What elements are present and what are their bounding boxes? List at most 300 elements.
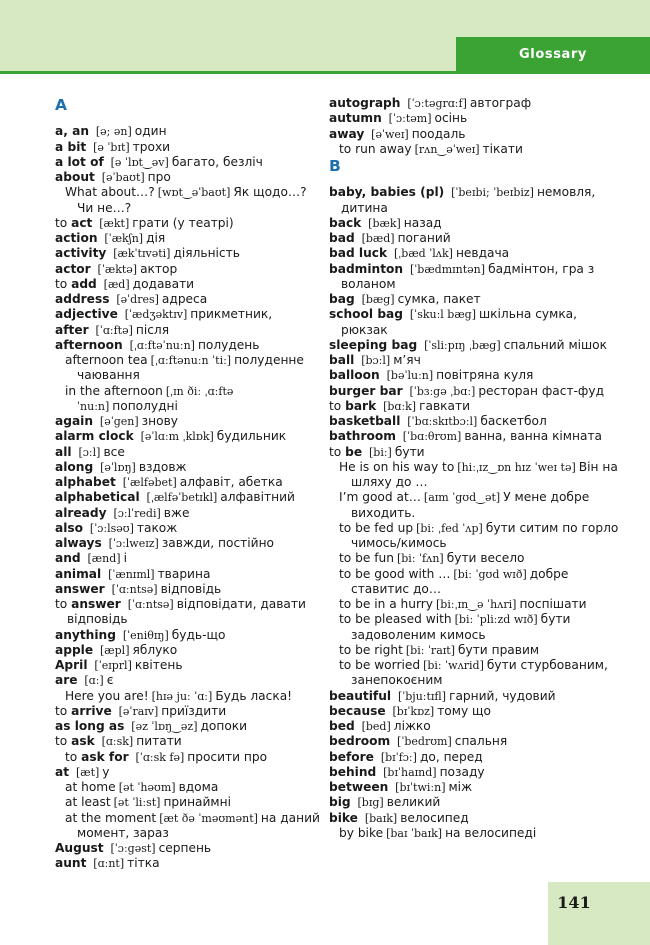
transcription: [əˈlɒŋ] xyxy=(100,460,136,474)
glossary-entry xyxy=(55,643,325,658)
transcription: [ˌɪn ðiː ˌɑːftəˈnuːn] xyxy=(77,384,234,413)
transcription: [ˌbæd ˈlʌk] xyxy=(393,247,453,261)
translation: все xyxy=(103,444,125,459)
transcription: [əˈraɪv] xyxy=(118,704,159,718)
translation: поспішати xyxy=(519,597,587,611)
transcription: [ˈbɜːgə ˌbɑː] xyxy=(409,384,476,398)
translation: адреса xyxy=(161,292,208,306)
glossary-entry xyxy=(55,841,325,856)
glossary-entry xyxy=(329,795,625,810)
translation: великий xyxy=(386,795,441,810)
headword: bedroom xyxy=(329,734,391,749)
transcription: [ə ˈbɪt] xyxy=(93,140,130,154)
glossary-entry xyxy=(329,353,625,368)
translation: ресторан фаст-фуд xyxy=(478,383,604,398)
headword: a, an xyxy=(55,124,89,139)
glossary-entry xyxy=(329,734,625,749)
transcription: [biː ˈfʌn] xyxy=(396,552,444,566)
translation: тому що xyxy=(437,703,491,718)
glossary-entry xyxy=(329,368,625,383)
glossary-entry xyxy=(55,384,325,415)
transcription: [ˈbjuːtɪfl] xyxy=(397,689,447,703)
entry-prefix: to be fed up xyxy=(339,520,414,535)
entry-prefix: to be right xyxy=(339,642,403,657)
glossary-entry xyxy=(329,307,625,338)
headword: bathroom xyxy=(329,429,396,444)
transcription: [ˈænɪml] xyxy=(108,567,155,581)
transcription: [əˈbaʊt] xyxy=(101,171,145,184)
headword: ball xyxy=(329,353,355,367)
glossary-entry xyxy=(329,765,625,780)
transcription: [ˈbeɪbi; ˈbeɪbiz] xyxy=(451,186,534,200)
entry-prefix: He is on his way to xyxy=(339,459,455,474)
transcription: [ˈɔːgəst] xyxy=(110,842,156,855)
headword: big xyxy=(329,795,351,810)
translation: у xyxy=(102,764,110,779)
glossary-entry xyxy=(55,277,325,292)
glossary-entry xyxy=(55,856,325,871)
transcription: [æt] xyxy=(75,765,100,779)
headword: be xyxy=(345,444,363,459)
translation: бадмінтон, гра з воланом xyxy=(341,261,595,291)
glossary-entry xyxy=(329,719,625,734)
glossary-entry xyxy=(55,795,325,810)
transcription: [ˈɔːtəgrɑːf] xyxy=(407,97,467,110)
translation: дія xyxy=(146,231,166,245)
headword: bark xyxy=(345,398,377,413)
transcription: [əˈgen] xyxy=(99,415,139,428)
headword: and xyxy=(55,551,81,566)
transcription: [ˌɑːftəˈnuːn] xyxy=(129,338,195,352)
glossary-entry xyxy=(55,490,325,505)
translation: також xyxy=(136,520,178,535)
headword: school bag xyxy=(329,307,403,322)
translation: питати xyxy=(136,734,182,749)
entry-prefix: to be worried xyxy=(339,658,421,672)
section-title: Glossary xyxy=(456,37,650,71)
translation: допоки xyxy=(200,719,248,733)
glossary-entry xyxy=(329,658,625,689)
transcription: [ɔːlˈredi] xyxy=(113,506,161,520)
transcription: [bed] xyxy=(361,720,391,733)
transcription: [bɪˈhaɪnd] xyxy=(383,765,437,779)
glossary-entry xyxy=(55,689,325,704)
headword: autograph xyxy=(329,96,401,110)
translation: після xyxy=(135,322,170,337)
entry-prefix: to xyxy=(55,276,72,291)
entry-prefix: at the moment xyxy=(65,810,157,825)
transcription: [biː ˈraɪt] xyxy=(405,643,455,657)
glossary-entry xyxy=(55,307,325,322)
transcription: [bæd] xyxy=(361,232,395,245)
entry-prefix: to xyxy=(55,734,72,749)
transcription: [ət ˈhəʊm] xyxy=(118,781,176,794)
translation: велосипед xyxy=(400,810,469,825)
transcription: [hɪə juː ˈɑː] xyxy=(151,689,213,703)
translation: будь-що xyxy=(171,627,226,642)
glossary-entry xyxy=(55,140,325,155)
translation: добре ставитис до… xyxy=(351,566,569,596)
transcription: [əˈlɑːm ˌklɒk] xyxy=(140,430,214,444)
glossary-entry xyxy=(329,384,625,399)
section-letter: B xyxy=(329,157,341,175)
translation: У мене добре виходить. xyxy=(351,490,590,520)
headword: again xyxy=(55,414,94,428)
transcription: [ˈɔːlsəʊ] xyxy=(89,521,134,535)
glossary-entry xyxy=(55,292,325,307)
glossary-entry xyxy=(55,597,325,628)
translation: позаду xyxy=(439,764,485,779)
entry-prefix: to xyxy=(65,749,82,764)
entry-prefix: to xyxy=(329,398,346,413)
glossary-entry xyxy=(55,704,325,719)
transcription: [biː ˈgʊd wɪð] xyxy=(453,567,527,581)
translation: яблуко xyxy=(132,642,178,657)
transcription: [ˈɔːtəm] xyxy=(388,112,432,126)
translation: тікати xyxy=(482,141,523,156)
headword: balloon xyxy=(329,368,380,383)
headword: adjective xyxy=(55,307,118,322)
glossary-entry xyxy=(55,216,325,231)
transcription: [ə ˈlɒt‿əv] xyxy=(110,155,169,169)
glossary-entry xyxy=(55,155,325,170)
glossary-entry xyxy=(329,399,625,414)
translation: додавати xyxy=(132,276,195,291)
translation: будильник xyxy=(216,429,287,444)
translation: приїздити xyxy=(161,703,227,718)
headword: already xyxy=(55,505,107,520)
headword: also xyxy=(55,520,84,535)
headword: back xyxy=(329,215,362,230)
page-number-box xyxy=(548,882,650,945)
translation: полуденне чаювання xyxy=(77,353,304,383)
headword: alarm clock xyxy=(55,429,134,444)
translation: назад xyxy=(403,215,442,230)
headword: April xyxy=(55,658,88,672)
headword: baby, babies (pl) xyxy=(329,185,445,200)
translation: Він на шляху до … xyxy=(351,459,618,489)
translation: полудень xyxy=(197,337,260,352)
headword: add xyxy=(71,276,97,291)
translation: бути задоволеним кимось xyxy=(351,612,571,642)
translation: знову xyxy=(141,414,178,428)
headword: as long as xyxy=(55,719,125,733)
transcription: [baɪ ˈbaɪk] xyxy=(386,826,443,840)
transcription: [wɒt‿əˈbaʊt] xyxy=(157,186,231,200)
translation: спальний мішок xyxy=(503,337,608,352)
translation: шкільна сумка, рюкзак xyxy=(341,307,578,337)
transcription: [ˈɑːftə] xyxy=(95,323,133,337)
headword: animal xyxy=(55,566,102,581)
glossary-entry xyxy=(55,124,325,139)
entry-prefix: by bike xyxy=(339,825,384,840)
glossary-entry xyxy=(55,246,325,261)
glossary-entry xyxy=(329,142,625,157)
glossary-column-left xyxy=(55,96,325,872)
transcription: [ænd] xyxy=(87,552,121,566)
translation: просити про xyxy=(187,749,268,764)
translation: грати (у театрі) xyxy=(132,215,234,230)
headword: address xyxy=(55,292,110,306)
glossary-entry xyxy=(329,643,625,658)
glossary-entry xyxy=(329,445,625,460)
translation: бути правим xyxy=(457,642,540,657)
transcription: [ˈɑːsk fə] xyxy=(135,750,185,764)
glossary-entry xyxy=(55,765,325,780)
transcription: [bæk] xyxy=(368,216,401,230)
headword: between xyxy=(329,780,389,794)
translation: спальня xyxy=(454,734,508,749)
entry-prefix: at home xyxy=(65,780,116,794)
transcription: [bɔːl] xyxy=(361,354,391,367)
transcription: [rʌn‿əˈweɪ] xyxy=(414,142,480,156)
translation: принаймні xyxy=(163,795,231,810)
translation: діяльність xyxy=(173,246,240,261)
headword: all xyxy=(55,444,72,459)
glossary-entry xyxy=(55,750,325,765)
glossary-entry xyxy=(329,185,625,216)
headword: about xyxy=(55,170,95,184)
glossary-entry xyxy=(55,262,325,277)
translation: алфавітний xyxy=(220,490,295,505)
glossary-entry xyxy=(55,506,325,521)
headword: after xyxy=(55,322,89,337)
glossary-entry xyxy=(329,689,625,704)
transcription: [ækt] xyxy=(99,216,130,230)
headword: along xyxy=(55,459,94,474)
translation: вдома xyxy=(178,780,219,794)
glossary-entry xyxy=(329,704,625,719)
translation: Як щодо…? Чи не…? xyxy=(77,185,307,215)
translation: відповідь xyxy=(160,581,222,596)
glossary-entry xyxy=(55,323,325,338)
translation: відповідати, давати відповідь xyxy=(67,597,306,627)
transcription: [bɪˈtwiːn] xyxy=(395,781,446,794)
translation: на велосипеді xyxy=(445,825,537,840)
headword: alphabetical xyxy=(55,490,140,505)
translation: поодаль xyxy=(411,126,466,141)
glossary-entry xyxy=(55,536,325,551)
translation: поганий xyxy=(397,231,451,245)
transcription: [ækˈtɪvəti] xyxy=(113,247,171,261)
glossary-entry xyxy=(329,216,625,231)
headword: bike xyxy=(329,810,358,825)
page-number: 141 xyxy=(557,893,591,912)
translation: вздовж xyxy=(138,459,187,474)
translation: один xyxy=(134,124,167,139)
translation: Будь ласка! xyxy=(215,688,293,703)
translation: пополудні xyxy=(112,398,178,413)
headword: act xyxy=(71,215,93,230)
entry-prefix: to xyxy=(329,444,346,459)
headword: beautiful xyxy=(329,688,392,703)
headword: action xyxy=(55,231,98,245)
translation: сумка, пакет xyxy=(397,292,481,306)
glossary-entry xyxy=(55,170,325,185)
headword: burger bar xyxy=(329,383,403,398)
glossary-entry xyxy=(55,673,325,688)
transcription: [æt ðə ˈməʊmənt] xyxy=(159,811,258,825)
headword: ask for xyxy=(81,749,129,764)
glossary-entry xyxy=(329,96,625,111)
transcription: [ˈbɑːθrʊm] xyxy=(402,430,462,444)
glossary-entry xyxy=(55,780,325,795)
transcription: [bæg] xyxy=(361,293,395,306)
glossary-column-right xyxy=(329,96,625,841)
transcription: [ˈæktə] xyxy=(97,262,138,276)
translation: автограф xyxy=(469,96,532,110)
glossary-entry xyxy=(329,597,625,612)
glossary-entry xyxy=(329,127,625,142)
transcription: [baɪk] xyxy=(364,811,398,825)
glossary-entry xyxy=(329,460,625,491)
translation: тітка xyxy=(127,856,160,871)
header-rule xyxy=(0,71,650,74)
transcription: [ˈbedrʊm] xyxy=(397,735,452,749)
entry-prefix: to xyxy=(55,215,72,230)
headword: bed xyxy=(329,719,355,733)
transcription: [ɑːnt] xyxy=(93,857,125,871)
transcription: [biː ˈpliːzd wɪð] xyxy=(454,613,538,627)
translation: про xyxy=(147,170,171,184)
entry-prefix: to be fun xyxy=(339,551,394,566)
transcription: [ət ˈliːst] xyxy=(113,796,161,810)
transcription: [ˈælfəbet] xyxy=(122,476,177,489)
glossary-entry xyxy=(55,185,325,216)
headword: behind xyxy=(329,764,377,779)
entry-prefix: Here you are! xyxy=(65,688,149,703)
glossary-entry xyxy=(55,475,325,490)
translation: квітень xyxy=(134,658,183,672)
headword: away xyxy=(329,126,365,141)
transcription: [biːˌɪn‿ə ˈhʌri] xyxy=(436,598,517,611)
translation: бути xyxy=(394,444,425,459)
transcription: [ˈɔːlweɪz] xyxy=(108,537,159,550)
glossary-entry xyxy=(55,353,325,384)
transcription: [biː] xyxy=(368,445,392,459)
headword: bag xyxy=(329,292,355,306)
transcription: [ˈɑːntsə] xyxy=(127,598,174,611)
translation: м’яч xyxy=(393,353,421,367)
translation: тварина xyxy=(157,566,211,581)
glossary-entry xyxy=(55,338,325,353)
glossary-entry xyxy=(329,414,625,429)
entry-prefix: What about…? xyxy=(65,185,155,200)
entry-prefix: at least xyxy=(65,795,111,810)
headword: are xyxy=(55,673,78,688)
translation: невдача xyxy=(455,246,510,261)
glossary-entry xyxy=(55,719,325,734)
entry-prefix: I’m good at… xyxy=(339,490,421,505)
transcription: [bəˈluːn] xyxy=(386,369,434,383)
headword: at xyxy=(55,764,70,779)
headword: bad xyxy=(329,231,355,245)
glossary-entry xyxy=(329,826,625,841)
glossary-entry xyxy=(329,780,625,795)
headword: because xyxy=(329,703,386,718)
glossary-entry xyxy=(329,811,625,826)
headword: badminton xyxy=(329,261,404,276)
transcription: [ɑː] xyxy=(84,674,104,688)
headword: answer xyxy=(55,581,105,596)
headword: before xyxy=(329,749,374,764)
translation: прикметник, xyxy=(190,307,273,322)
glossary-entry xyxy=(329,338,625,353)
translation: актор xyxy=(140,261,178,276)
glossary-entry xyxy=(329,429,625,444)
transcription: [ˈbɑːskɪtbɔːl] xyxy=(407,415,478,428)
entry-prefix: in the afternoon xyxy=(65,383,163,398)
transcription: [ˈeɪprl] xyxy=(94,659,132,672)
transcription: [hiːˌɪz‿ɒn hɪz ˈweɪ tə] xyxy=(457,460,576,474)
transcription: [ˈskuːl bæg] xyxy=(409,308,477,322)
transcription: [ɔːl] xyxy=(78,445,101,459)
transcription: [bɪˈkɒz] xyxy=(392,704,435,718)
transcription: [əz ˈlɒŋ‿əz] xyxy=(131,720,198,733)
translation: вже xyxy=(163,505,190,520)
glossary-entry xyxy=(55,231,325,246)
transcription: [bɪˈfɔː] xyxy=(380,750,417,764)
section-letter: A xyxy=(55,96,67,114)
translation: баскетбол xyxy=(480,414,547,428)
headword: alphabet xyxy=(55,475,116,489)
headword: ask xyxy=(71,734,95,749)
transcription: [aɪm ˈgʊd‿ət] xyxy=(423,491,501,505)
transcription: [ə; ən] xyxy=(95,125,132,139)
glossary-entry xyxy=(329,612,625,643)
headword: aunt xyxy=(55,856,87,871)
glossary-entry xyxy=(55,460,325,475)
translation: трохи xyxy=(132,139,171,154)
entry-prefix: to be pleased with xyxy=(339,612,452,627)
glossary-entry xyxy=(329,231,625,246)
translation: і xyxy=(123,551,127,566)
transcription: [biː ˌfed ˈʌp] xyxy=(416,521,483,535)
glossary-entry xyxy=(55,414,325,429)
headword: actor xyxy=(55,261,91,276)
entry-prefix: to run away xyxy=(339,141,412,156)
headword: bad luck xyxy=(329,246,388,261)
translation: багато, безліч xyxy=(171,154,263,169)
transcription: [ˈsliːpɪŋ ˌbæg] xyxy=(424,338,501,352)
translation: алфавіт, абетка xyxy=(179,475,283,489)
glossary-entry xyxy=(55,811,325,842)
glossary-entry xyxy=(55,628,325,643)
translation: гавкати xyxy=(419,398,471,413)
entry-prefix: to be good with … xyxy=(339,566,451,581)
transcription: [ˌɑːftənuːn ˈtiː] xyxy=(150,354,232,367)
glossary-entry xyxy=(329,521,625,552)
headword: always xyxy=(55,536,102,550)
translation: є xyxy=(106,673,114,688)
headword: August xyxy=(55,841,104,855)
headword: answer xyxy=(71,597,121,611)
glossary-entry xyxy=(55,521,325,536)
headword: sleeping bag xyxy=(329,337,418,352)
glossary-entry xyxy=(55,445,325,460)
translation: гарний, чудовий xyxy=(449,688,556,703)
translation: бути стурбованим, занепокоєним xyxy=(351,658,608,688)
entry-prefix: afternoon tea xyxy=(65,353,148,367)
entry-prefix: to be in a hurry xyxy=(339,597,434,611)
glossary-entry xyxy=(329,750,625,765)
headword: activity xyxy=(55,246,107,261)
transcription: [ˈækʃn] xyxy=(104,232,144,245)
transcription: [biː ˈwʌrid] xyxy=(423,659,484,672)
glossary-entry xyxy=(329,292,625,307)
glossary-entry xyxy=(55,567,325,582)
transcription: [ɑːsk] xyxy=(101,735,134,749)
